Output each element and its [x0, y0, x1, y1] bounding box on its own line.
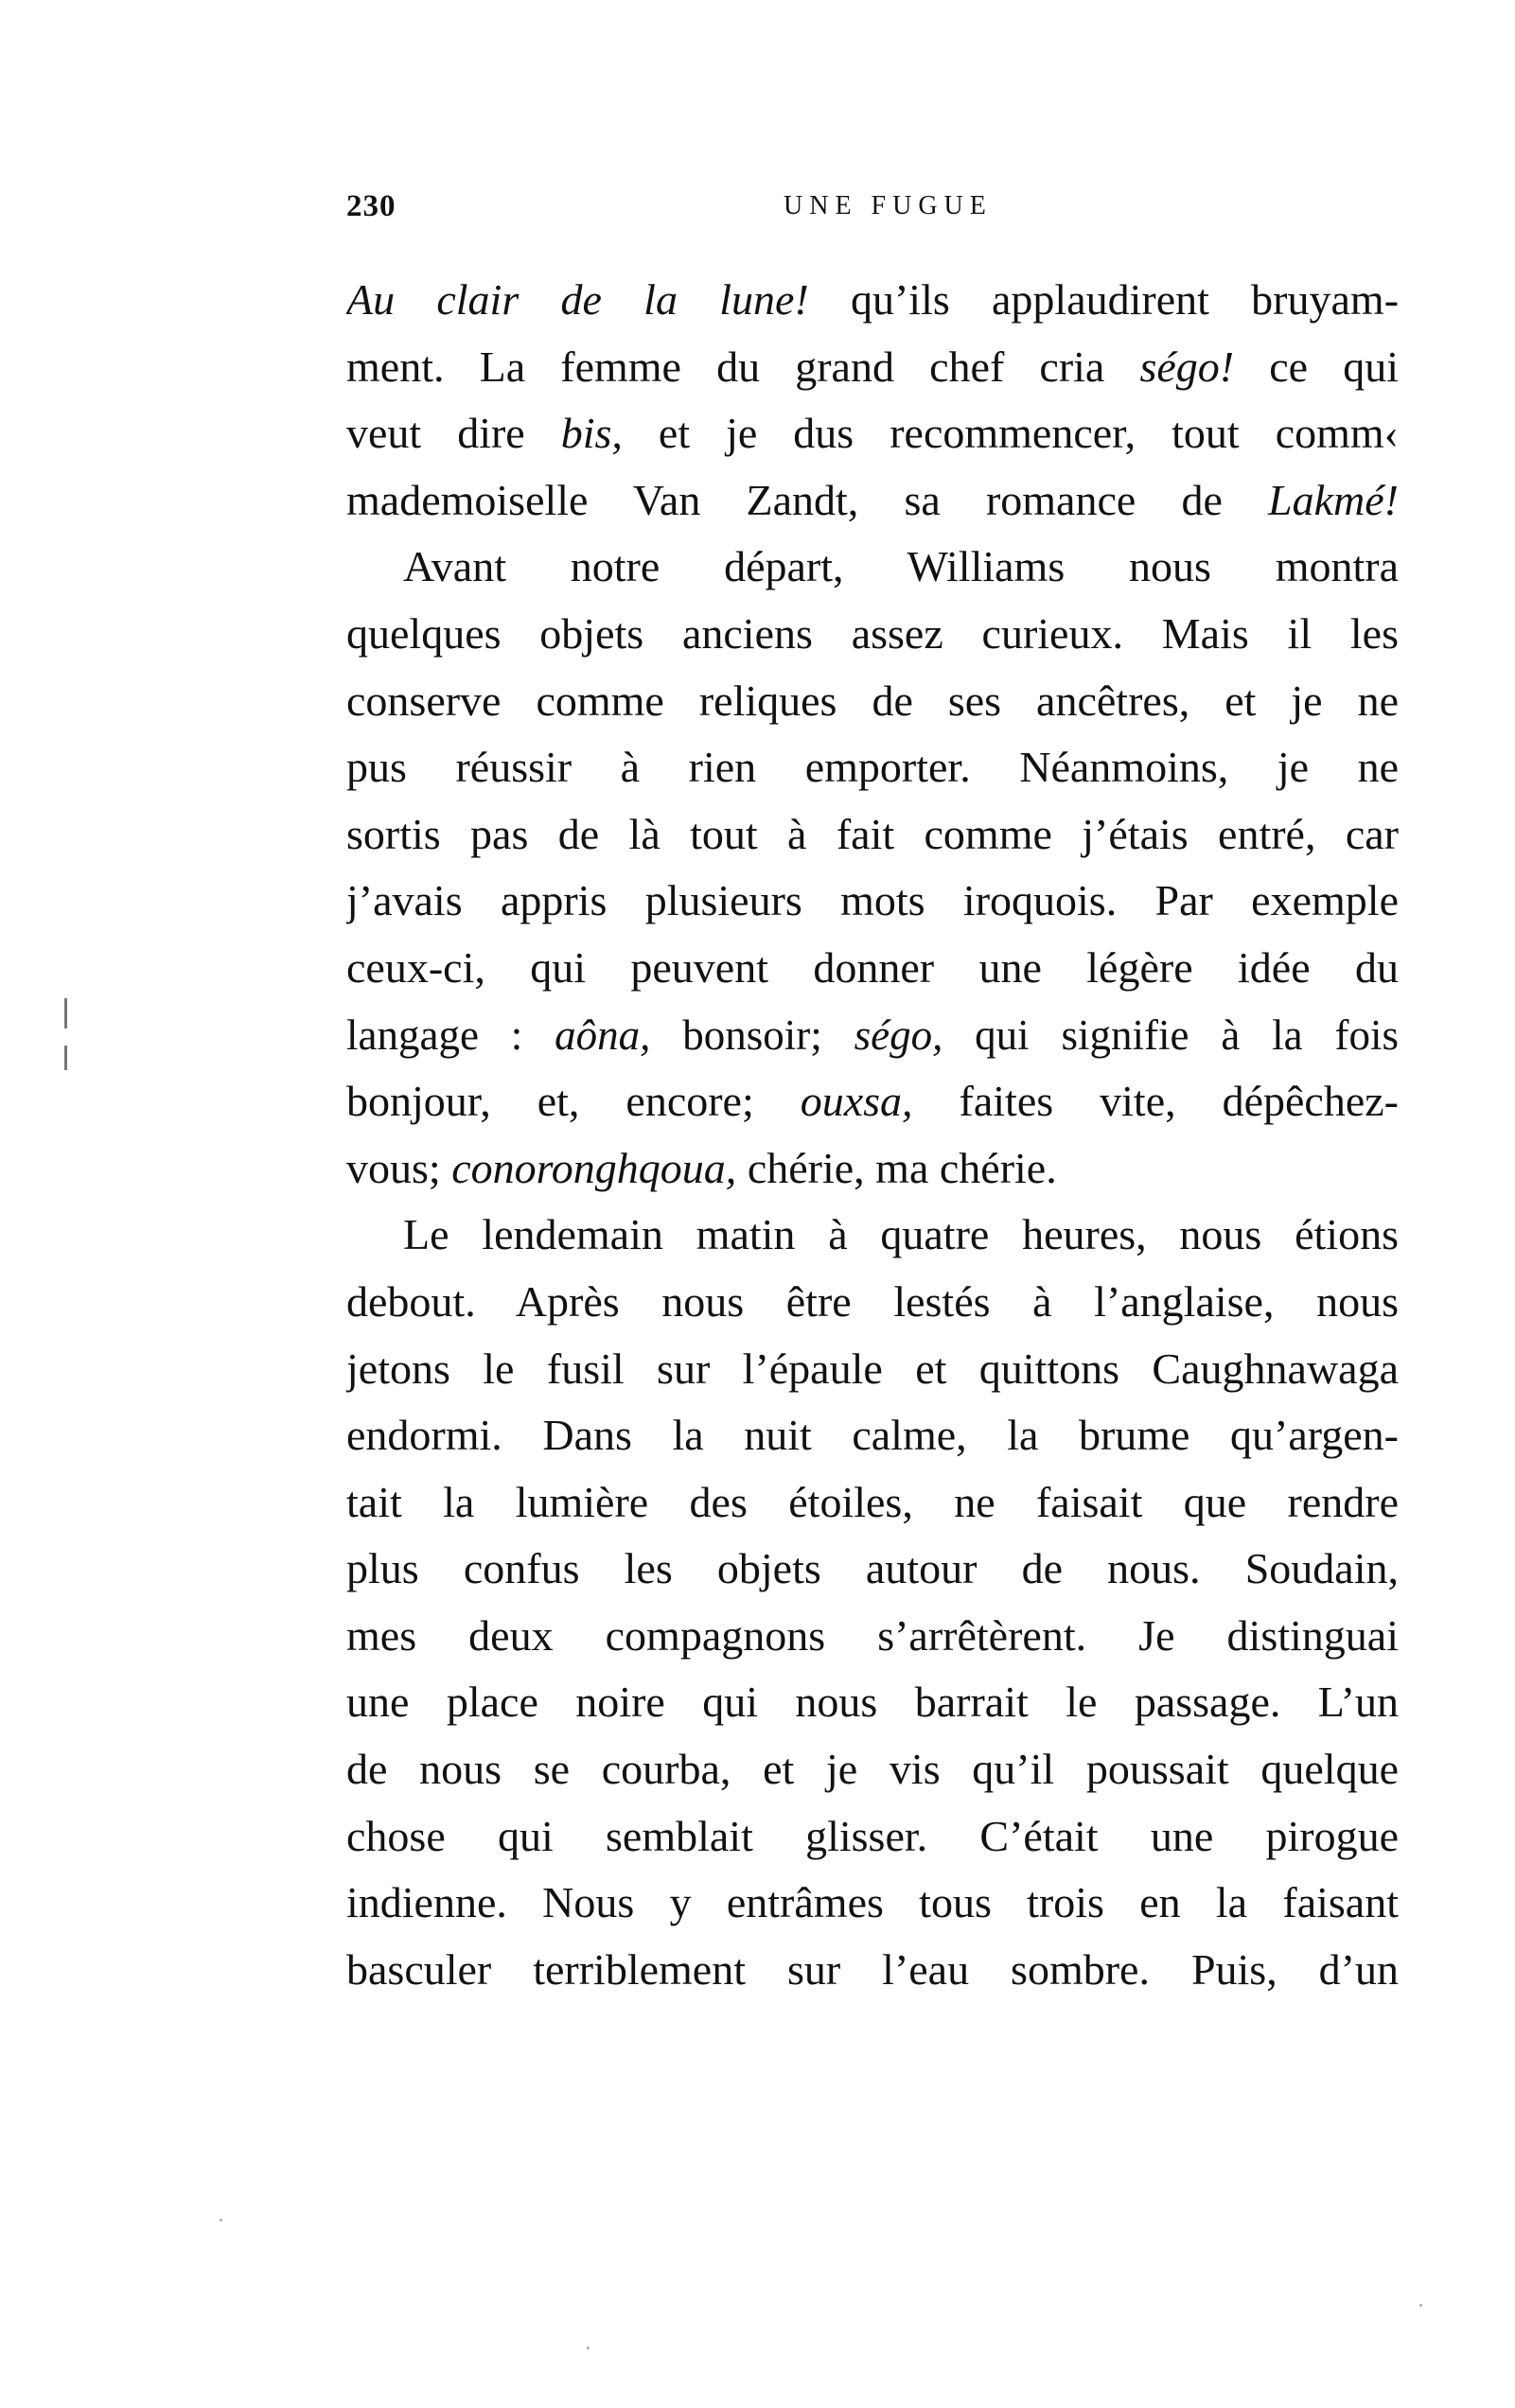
- text-run: faites vite, dépêchez-: [912, 1077, 1399, 1126]
- text-line: [346, 1937, 1399, 2004]
- scan-mark: [64, 1046, 67, 1070]
- text-run: conserve comme reliques de ses ancêtres, et je ne: [346, 676, 1399, 725]
- scan-mark: [64, 998, 67, 1028]
- italic-text: ségo,: [854, 1011, 943, 1059]
- text-run: j’avais appris plusieurs mots iroquois. Par exemple: [346, 876, 1399, 925]
- text-line: [346, 801, 1399, 869]
- italic-text: aôna,: [555, 1011, 651, 1059]
- italic-text: bis,: [560, 409, 623, 458]
- page-header: [346, 189, 1399, 237]
- text-run: indienne. Nous y entrâmes tous trois en la faisant: [346, 1878, 1399, 1927]
- text-run: plus confus les objets autour de nous. Soudain,: [346, 1544, 1399, 1593]
- text-run: mes deux compagnons s’arrêtèrent. Je distinguai: [346, 1610, 1399, 1660]
- text-run: mademoiselle Van Zandt, sa romance de: [346, 475, 1269, 524]
- text-run: Le lendemain matin à quatre heures, nous étions: [403, 1210, 1399, 1259]
- text-line: [346, 1202, 1399, 1269]
- text-line: [346, 1002, 1399, 1069]
- text-line: [346, 267, 1399, 334]
- text-line: [346, 334, 1399, 401]
- text-line: [346, 868, 1399, 935]
- text-line: [346, 1269, 1399, 1336]
- italic-text: Lakmé!: [1268, 475, 1399, 524]
- text-run: qui signifie à la fois: [942, 1011, 1399, 1059]
- text-line: [346, 400, 1399, 467]
- text-run: basculer terriblement sur l’eau sombre. Puis, d’un: [346, 1944, 1399, 1994]
- text-run: vous;: [346, 1143, 452, 1192]
- text-run: Avant notre départ, Williams nous montra: [403, 542, 1399, 591]
- text-run: veut dire: [346, 409, 561, 458]
- text-run: ment. La femme du grand chef cria: [346, 342, 1140, 391]
- running-head: UNE FUGUE: [784, 191, 993, 220]
- text-run: chose qui semblait glisser. C’était une pirogue: [346, 1811, 1399, 1860]
- text-run: quelques objets anciens assez curieux. Mais il les: [346, 608, 1399, 658]
- text-run: langage :: [346, 1011, 555, 1059]
- text-run: sortis pas de là tout à fait comme j’étais entré, car: [346, 809, 1399, 858]
- text-run: jetons le fusil sur l’épaule et quittons Caughnawaga: [346, 1344, 1399, 1393]
- text-line: [346, 1135, 1399, 1203]
- italic-text: Au clair de la lune!: [346, 275, 809, 324]
- text-run: qu’ils applaudirent bruyam-: [808, 275, 1399, 324]
- text-line: [346, 467, 1399, 535]
- text-line: [346, 935, 1399, 1002]
- text-line: [346, 1469, 1399, 1537]
- text-run: ce qui: [1234, 342, 1399, 391]
- text-run: bonjour, et, encore;: [346, 1077, 801, 1126]
- text-run: ceux-ci, qui peuvent donner une légère idée du: [346, 942, 1399, 992]
- text-run: de nous se courba, et je vis qu’il poussait quelque: [346, 1745, 1399, 1794]
- text-line: [346, 1068, 1399, 1135]
- text-line: [346, 1736, 1399, 1803]
- text-run: pus réussir à rien emporter. Néanmoins, je ne: [346, 743, 1399, 792]
- text-line: [346, 668, 1399, 735]
- italic-text: ségo!: [1139, 342, 1235, 391]
- text-run: bonsoir;: [650, 1011, 854, 1059]
- text-line: [346, 734, 1399, 801]
- scan-speck: [1419, 2304, 1422, 2307]
- text-line: [346, 1870, 1399, 1937]
- text-run: debout. Après nous être lestés à l’anglaise, nous: [346, 1276, 1399, 1326]
- text-run: chérie, ma chérie.: [736, 1143, 1057, 1192]
- text-run: une place noire qui nous barrait le passage. L’un: [346, 1678, 1399, 1727]
- page-number: 230: [346, 189, 396, 223]
- text-line: [346, 1336, 1399, 1403]
- text-line: [346, 1669, 1399, 1736]
- text-line: [346, 1603, 1399, 1670]
- text-line: [346, 1803, 1399, 1871]
- body-text: [346, 267, 1399, 2003]
- text-line: [346, 1536, 1399, 1603]
- text-run: endormi. Dans la nuit calme, la brume qu’argen-: [346, 1411, 1399, 1460]
- text-line: [346, 534, 1399, 601]
- italic-text: conoronghqoua,: [451, 1143, 737, 1192]
- scan-speck: [587, 2346, 590, 2349]
- text-run: tait la lumière des étoiles, ne faisait que rendre: [346, 1477, 1399, 1526]
- text-line: [346, 1402, 1399, 1469]
- scan-speck: [220, 2219, 222, 2222]
- text-line: [346, 601, 1399, 668]
- italic-text: ouxsa,: [800, 1077, 913, 1126]
- text-run: et je dus recommencer, tout comm‹: [622, 409, 1399, 458]
